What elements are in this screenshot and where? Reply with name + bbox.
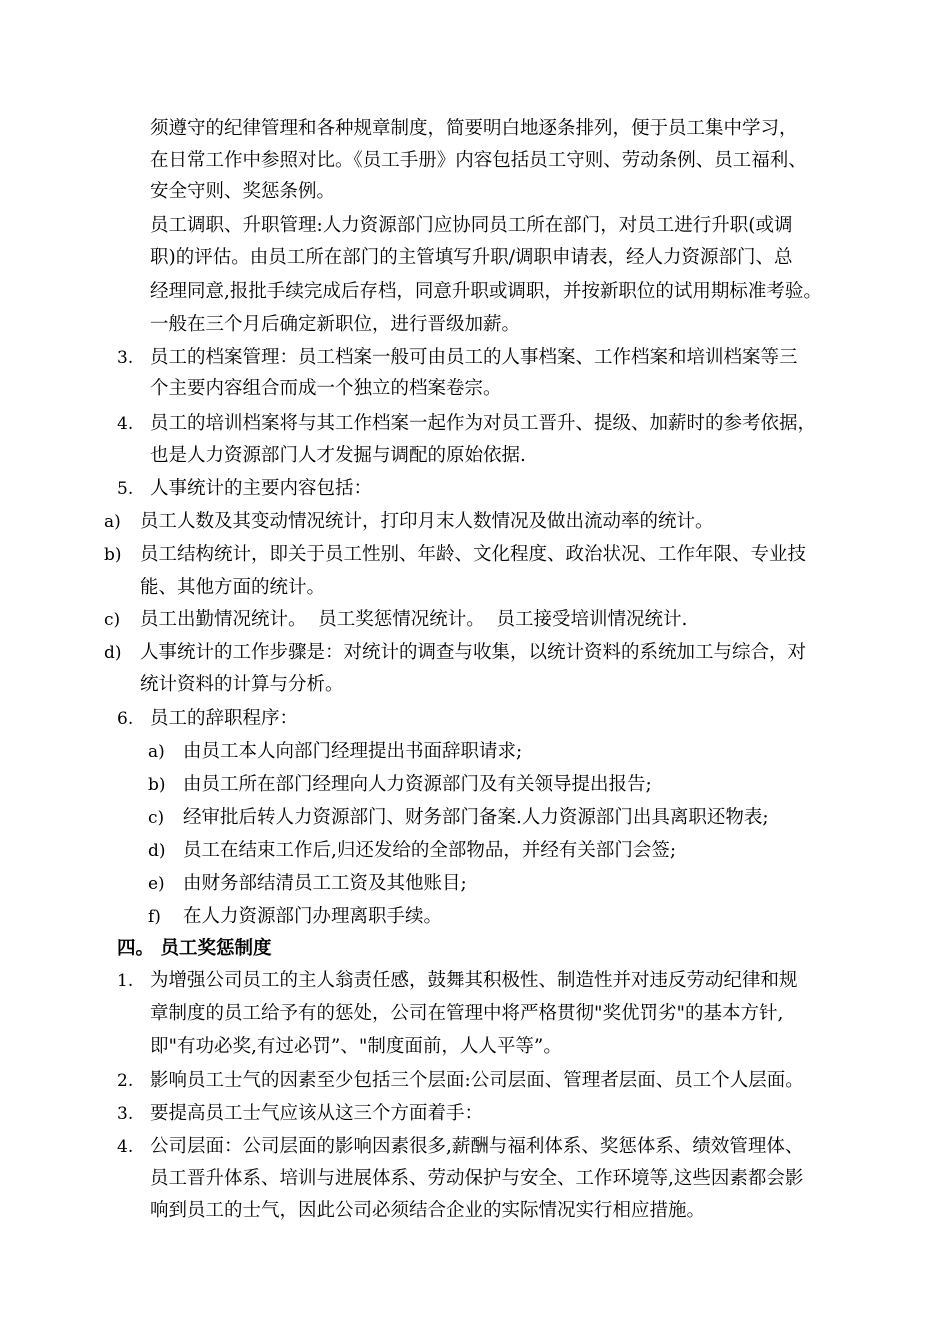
intro-line-2: 在日常工作中参照对比。《员工手册》内容包括员工守则、劳动条例、员工福利、 xyxy=(150,150,807,171)
section-heading: 四。 员工奖惩制度 xyxy=(117,938,272,959)
item-5-number: 5. xyxy=(117,479,134,499)
transfer-line-4: 一般在三个月后确定新职位，进行晋级加薪。 xyxy=(150,314,521,335)
s4-item-4-line-3: 响到员工的士气，因此公司必须结合企业的实际情况实行相应措施。 xyxy=(150,1200,706,1221)
stats-d-line-2: 统计资料的计算与分析。 xyxy=(140,674,344,695)
stats-c-text: 员工出勤情况统计。 员工奖惩情况统计。 员工接受培训情况统计. xyxy=(140,609,688,630)
item-3-line-1: 员工的档案管理：员工档案一般可由员工的人事档案、工作档案和培训档案等三 xyxy=(150,347,798,368)
item-3-line-2: 个主要内容组合而成一个独立的档案卷宗。 xyxy=(150,378,502,399)
resign-a-label: a) xyxy=(148,742,165,762)
resign-b-label: b) xyxy=(148,775,166,795)
s4-item-2-line-1: 影响员工士气的因素至少包括三个层面:公司层面、管理者层面、员工个人层面。 xyxy=(150,1070,804,1091)
intro-line-1: 须遵守的纪律管理和各种规章制度，简要明白地逐条排列，便于员工集中学习， xyxy=(150,118,798,139)
item-4-number: 4. xyxy=(117,414,134,434)
item-4-line-2: 也是人力资源部门人才发掘与调配的原始依据. xyxy=(150,445,526,466)
s4-item-4-line-1: 公司层面：公司层面的影响因素很多,薪酬与福利体系、奖惩体系、绩效管理体、 xyxy=(150,1136,804,1157)
s4-item-4-number: 4. xyxy=(117,1137,134,1157)
intro-line-3: 安全守则、奖惩条例。 xyxy=(150,181,336,202)
stats-b-line-1: 员工结构统计，即关于员工性别、年龄、文化程度、政治状况、工作年限、专业技 xyxy=(140,544,807,565)
stats-c-label: c) xyxy=(104,610,121,630)
stats-d-line-1: 人事统计的工作步骤是：对统计的调查与收集，以统计资料的系统加工与综合，对 xyxy=(140,642,807,663)
stats-d-label: d) xyxy=(104,643,122,663)
stats-b-line-2: 能、其他方面的统计。 xyxy=(140,577,326,598)
s4-item-4-line-2: 员工晋升体系、培训与进展体系、劳动保护与安全、工作环境等,这些因素都会影 xyxy=(150,1168,804,1189)
s4-item-1-line-2: 章制度的员工给予有的惩处，公司在管理中将严格贯彻"奖优罚劣"的基本方针, xyxy=(150,1003,784,1024)
resign-e-label: e) xyxy=(148,874,165,894)
stats-a-text: 员工人数及其变动情况统计，打印月末人数情况及做出流动率的统计。 xyxy=(140,511,714,532)
item-6-number: 6. xyxy=(117,709,134,729)
resign-c-label: c) xyxy=(148,808,165,828)
resign-c-text: 经审批后转人力资源部门、财务部门备案.人力资源部门出具离职还物表; xyxy=(183,807,769,828)
item-5-line-1: 人事统计的主要内容包括： xyxy=(150,478,373,499)
s4-item-3-line-1: 要提高员工士气应该从这三个方面着手： xyxy=(150,1103,484,1124)
item-4-line-1: 员工的培训档案将与其工作档案一起作为对员工晋升、提级、加薪时的参考依据， xyxy=(150,413,817,434)
s4-item-1-line-3: 即"有功必奖,有过必罚”、"制度面前，人人平等”。 xyxy=(150,1036,562,1057)
s4-item-3-number: 3. xyxy=(117,1104,134,1124)
stats-a-label: a) xyxy=(104,512,121,532)
transfer-line-1: 员工调职、升职管理:人力资源部门应协同员工所在部门，对员工进行升职(或调 xyxy=(150,215,793,236)
stats-b-label: b) xyxy=(104,545,122,565)
transfer-line-2: 职)的评估。由员工所在部门的主管填写升职/调职申请表，经人力资源部门、总 xyxy=(150,247,793,268)
resign-e-text: 由财务部结清员工工资及其他账目; xyxy=(183,873,467,894)
resign-d-label: d) xyxy=(148,841,166,861)
resign-f-text: 在人力资源部门办理离职手续。 xyxy=(183,906,443,927)
item-3-number: 3. xyxy=(117,348,134,368)
item-6-line-1: 员工的辞职程序： xyxy=(150,708,299,729)
s4-item-2-number: 2. xyxy=(117,1071,134,1091)
s4-item-1-number: 1. xyxy=(117,971,134,991)
resign-a-text: 由员工本人向部门经理提出书面辞职请求; xyxy=(183,741,523,762)
resign-d-text: 员工在结束工作后,归还发给的全部物品，并经有关部门会签; xyxy=(183,840,677,861)
resign-b-text: 由员工所在部门经理向人力资源部门及有关领导提出报告; xyxy=(183,774,652,795)
transfer-line-3: 经理同意,报批手续完成后存档，同意升职或调职，并按新职位的试用期标准考验。 xyxy=(150,281,822,302)
resign-f-label: f) xyxy=(148,907,161,927)
s4-item-1-line-1: 为增强公司员工的主人翁责任感，鼓舞其积极性、制造性并对违反劳动纪律和规 xyxy=(150,970,798,991)
